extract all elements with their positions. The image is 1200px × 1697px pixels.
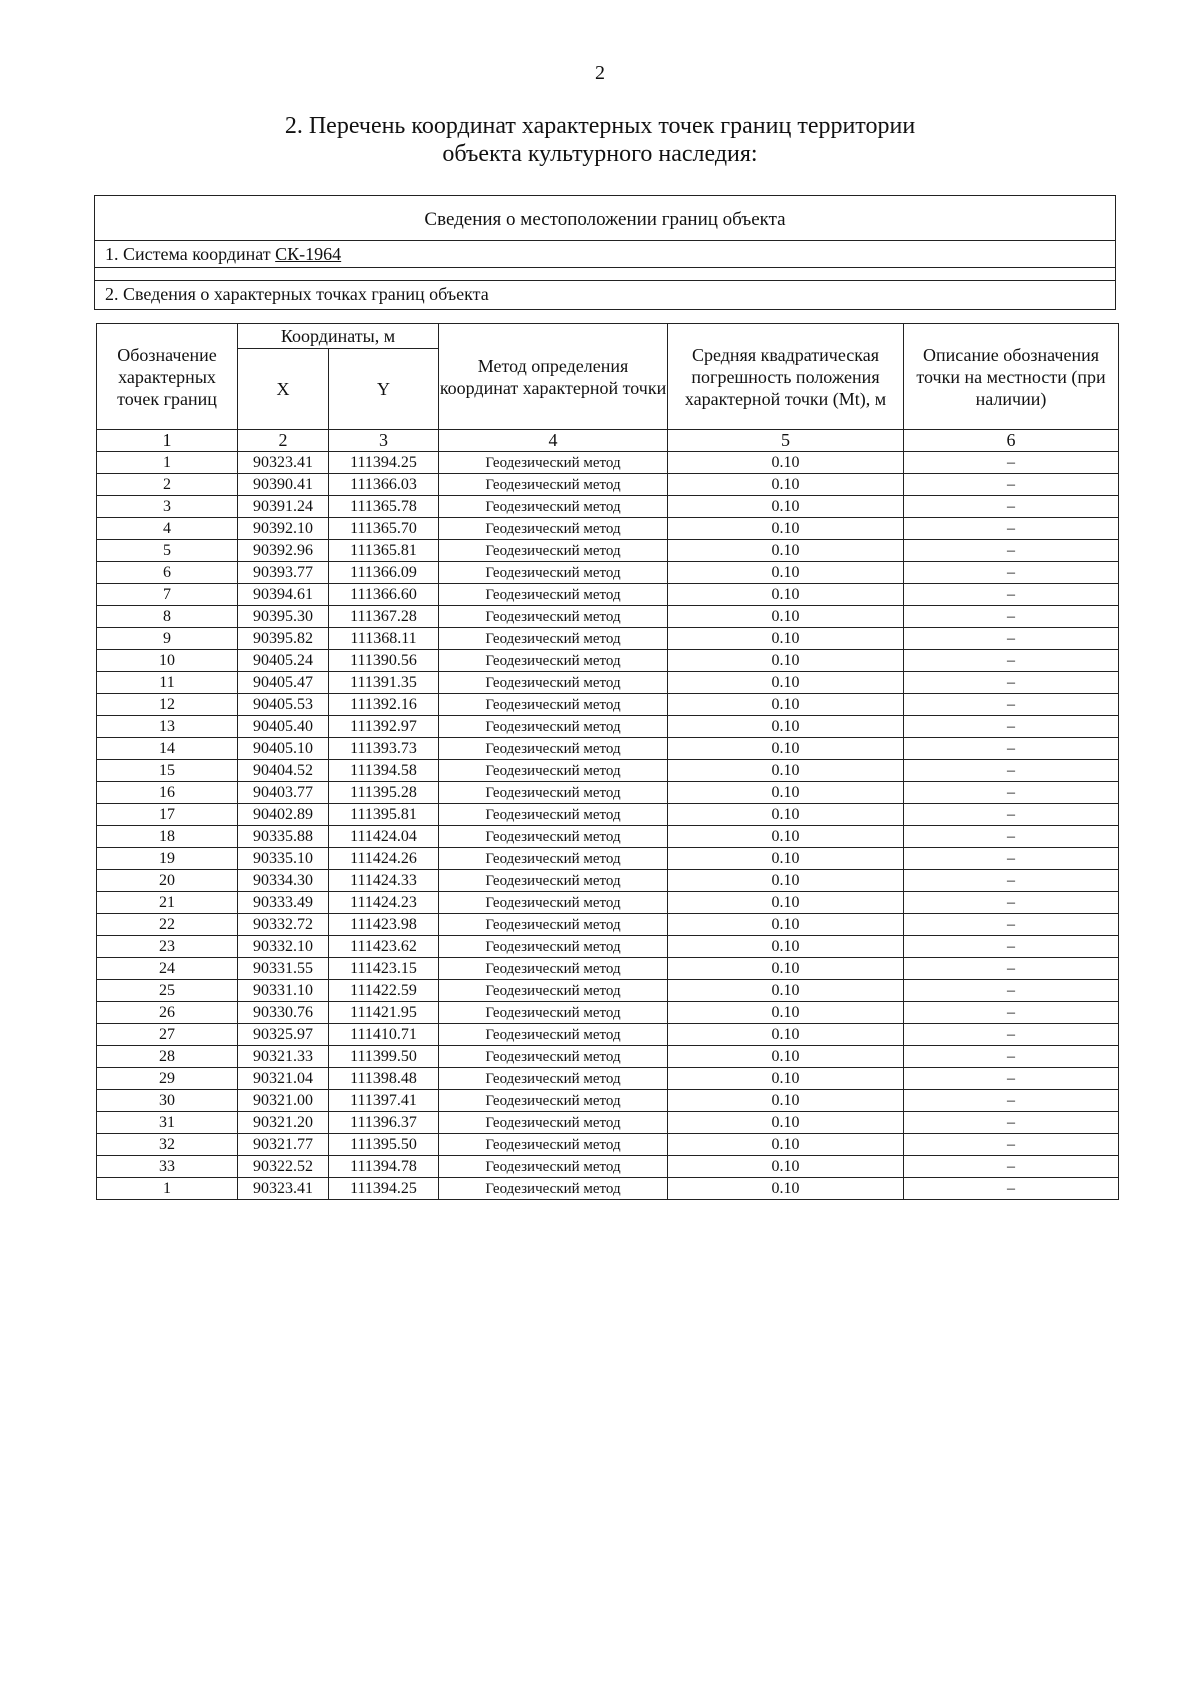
description: –: [904, 738, 1119, 760]
coord-y: 111423.15: [329, 958, 439, 980]
coord-x: 90392.10: [238, 518, 329, 540]
point-number: 20: [97, 870, 238, 892]
method: Геодезический метод: [439, 584, 668, 606]
coord-x: 90321.77: [238, 1134, 329, 1156]
table-row: [97, 606, 1119, 628]
description: –: [904, 1046, 1119, 1068]
description: –: [904, 1178, 1119, 1200]
coord-x: 90395.30: [238, 606, 329, 628]
method: Геодезический метод: [439, 1002, 668, 1024]
method: Геодезический метод: [439, 1068, 668, 1090]
error-value: 0.10: [668, 562, 904, 584]
description: –: [904, 760, 1119, 782]
table-row: [97, 826, 1119, 848]
method: Геодезический метод: [439, 1112, 668, 1134]
description: –: [904, 870, 1119, 892]
method: Геодезический метод: [439, 540, 668, 562]
method: Геодезический метод: [439, 650, 668, 672]
table-row: [97, 848, 1119, 870]
error-value: 0.10: [668, 716, 904, 738]
point-number: 12: [97, 694, 238, 716]
coord-x: 90405.53: [238, 694, 329, 716]
row-divider: [95, 268, 1115, 281]
point-number: 8: [97, 606, 238, 628]
table-row: [97, 672, 1119, 694]
table-row: [97, 1024, 1119, 1046]
coord-y: 111367.28: [329, 606, 439, 628]
table-row: [97, 980, 1119, 1002]
coord-x: 90394.61: [238, 584, 329, 606]
error-value: 0.10: [668, 892, 904, 914]
description: –: [904, 1024, 1119, 1046]
coord-x: 90405.47: [238, 672, 329, 694]
point-number: 31: [97, 1112, 238, 1134]
error-value: 0.10: [668, 540, 904, 562]
coord-x: 90321.33: [238, 1046, 329, 1068]
method: Геодезический метод: [439, 782, 668, 804]
error-value: 0.10: [668, 452, 904, 474]
table-row: [97, 1134, 1119, 1156]
coord-y: 111398.48: [329, 1068, 439, 1090]
coord-x: 90321.04: [238, 1068, 329, 1090]
error-value: 0.10: [668, 782, 904, 804]
header-method: Метод определения координат характерной точки: [439, 324, 668, 430]
table-row: [97, 738, 1119, 760]
error-value: 0.10: [668, 914, 904, 936]
method: Геодезический метод: [439, 1178, 668, 1200]
coord-y: 111410.71: [329, 1024, 439, 1046]
error-value: 0.10: [668, 1090, 904, 1112]
method: Геодезический метод: [439, 804, 668, 826]
error-value: 0.10: [668, 1156, 904, 1178]
point-number: 23: [97, 936, 238, 958]
description: –: [904, 496, 1119, 518]
point-number: 21: [97, 892, 238, 914]
table-row: [97, 892, 1119, 914]
column-number: 5: [668, 430, 904, 452]
coord-y: 111395.28: [329, 782, 439, 804]
description: –: [904, 1134, 1119, 1156]
error-value: 0.10: [668, 584, 904, 606]
coord-y: 111392.16: [329, 694, 439, 716]
coord-x: 90325.97: [238, 1024, 329, 1046]
coord-x: 90405.24: [238, 650, 329, 672]
method: Геодезический метод: [439, 694, 668, 716]
coord-y: 111365.81: [329, 540, 439, 562]
coord-y: 111395.81: [329, 804, 439, 826]
method: Геодезический метод: [439, 452, 668, 474]
error-value: 0.10: [668, 1178, 904, 1200]
method: Геодезический метод: [439, 980, 668, 1002]
column-number: 6: [904, 430, 1119, 452]
table-row: [97, 584, 1119, 606]
method: Геодезический метод: [439, 496, 668, 518]
coord-x: 90403.77: [238, 782, 329, 804]
method: Геодезический метод: [439, 936, 668, 958]
table-row: [97, 870, 1119, 892]
point-number: 17: [97, 804, 238, 826]
coord-x: 90395.82: [238, 628, 329, 650]
point-number: 25: [97, 980, 238, 1002]
point-number: 30: [97, 1090, 238, 1112]
method: Геодезический метод: [439, 474, 668, 496]
header-coordinates: Координаты, м: [238, 324, 439, 349]
error-value: 0.10: [668, 1134, 904, 1156]
description: –: [904, 716, 1119, 738]
method: Геодезический метод: [439, 1090, 668, 1112]
coord-x: 90404.52: [238, 760, 329, 782]
table-row: [97, 496, 1119, 518]
table-row: [97, 540, 1119, 562]
method: Геодезический метод: [439, 518, 668, 540]
header-designation: Обозначение характерных точек границ: [97, 324, 238, 430]
coord-x: 90393.77: [238, 562, 329, 584]
boundary-info-block: [94, 195, 1116, 310]
table-row: [97, 518, 1119, 540]
description: –: [904, 584, 1119, 606]
point-number: 29: [97, 1068, 238, 1090]
table-row: [97, 936, 1119, 958]
coord-x: 90334.30: [238, 870, 329, 892]
error-value: 0.10: [668, 826, 904, 848]
coordinate-system-row: [95, 241, 1115, 268]
method: Геодезический метод: [439, 870, 668, 892]
coordinate-system-value: СК-1964: [275, 244, 342, 264]
coord-x: 90332.72: [238, 914, 329, 936]
coord-y: 111392.97: [329, 716, 439, 738]
point-number: 32: [97, 1134, 238, 1156]
description: –: [904, 1068, 1119, 1090]
table-row: [97, 694, 1119, 716]
coordinates-table: [96, 323, 1119, 1200]
coord-x: 90332.10: [238, 936, 329, 958]
coord-x: 90390.41: [238, 474, 329, 496]
error-value: 0.10: [668, 1024, 904, 1046]
point-number: 7: [97, 584, 238, 606]
method: Геодезический метод: [439, 892, 668, 914]
error-value: 0.10: [668, 958, 904, 980]
point-number: 10: [97, 650, 238, 672]
coord-y: 111393.73: [329, 738, 439, 760]
coord-x: 90323.41: [238, 452, 329, 474]
error-value: 0.10: [668, 474, 904, 496]
method: Геодезический метод: [439, 628, 668, 650]
points-info-row: 2. Сведения о характерных точках границ объекта: [105, 284, 489, 304]
error-value: 0.10: [668, 848, 904, 870]
coord-x: 90391.24: [238, 496, 329, 518]
description: –: [904, 606, 1119, 628]
coord-x: 90405.40: [238, 716, 329, 738]
error-value: 0.10: [668, 936, 904, 958]
page-number: 2: [595, 62, 605, 84]
error-value: 0.10: [668, 1112, 904, 1134]
error-value: 0.10: [668, 518, 904, 540]
coord-y: 111399.50: [329, 1046, 439, 1068]
description: –: [904, 474, 1119, 496]
coord-x: 90322.52: [238, 1156, 329, 1178]
coord-x: 90333.49: [238, 892, 329, 914]
point-number: 15: [97, 760, 238, 782]
point-number: 18: [97, 826, 238, 848]
error-value: 0.10: [668, 606, 904, 628]
point-number: 28: [97, 1046, 238, 1068]
point-number: 13: [97, 716, 238, 738]
method: Геодезический метод: [439, 826, 668, 848]
method: Геодезический метод: [439, 606, 668, 628]
table-row: [97, 914, 1119, 936]
description: –: [904, 1002, 1119, 1024]
description: –: [904, 826, 1119, 848]
column-number: 3: [329, 430, 439, 452]
error-value: 0.10: [668, 1068, 904, 1090]
coord-y: 111366.03: [329, 474, 439, 496]
boundary-info-header: Сведения о местоположении границ объекта: [95, 196, 1115, 241]
method: Геодезический метод: [439, 1156, 668, 1178]
coord-y: 111366.09: [329, 562, 439, 584]
point-number: 24: [97, 958, 238, 980]
coord-y: 111424.04: [329, 826, 439, 848]
point-number: 33: [97, 1156, 238, 1178]
table-row: [97, 1046, 1119, 1068]
coord-x: 90323.41: [238, 1178, 329, 1200]
description: –: [904, 914, 1119, 936]
table-row: [97, 804, 1119, 826]
column-number: 2: [238, 430, 329, 452]
description: –: [904, 1156, 1119, 1178]
point-number: 3: [97, 496, 238, 518]
coordinate-system-label: 1. Система координат: [105, 244, 276, 264]
document-title-line-2: объекта культурного наследия:: [442, 141, 758, 167]
point-number: 1: [97, 1178, 238, 1200]
description: –: [904, 694, 1119, 716]
coord-y: 111394.25: [329, 452, 439, 474]
error-value: 0.10: [668, 496, 904, 518]
table-row: [97, 716, 1119, 738]
coord-x: 90335.88: [238, 826, 329, 848]
method: Геодезический метод: [439, 958, 668, 980]
error-value: 0.10: [668, 760, 904, 782]
coord-y: 111423.62: [329, 936, 439, 958]
table-row: [97, 650, 1119, 672]
error-value: 0.10: [668, 650, 904, 672]
table-row: [97, 760, 1119, 782]
description: –: [904, 980, 1119, 1002]
table-row: [97, 474, 1119, 496]
table-row: [97, 1002, 1119, 1024]
coord-y: 111395.50: [329, 1134, 439, 1156]
coord-y: 111424.26: [329, 848, 439, 870]
point-number: 4: [97, 518, 238, 540]
method: Геодезический метод: [439, 562, 668, 584]
method: Геодезический метод: [439, 914, 668, 936]
point-number: 19: [97, 848, 238, 870]
error-value: 0.10: [668, 804, 904, 826]
coord-y: 111421.95: [329, 1002, 439, 1024]
coord-y: 111422.59: [329, 980, 439, 1002]
coord-y: 111394.25: [329, 1178, 439, 1200]
point-number: 27: [97, 1024, 238, 1046]
description: –: [904, 848, 1119, 870]
coord-x: 90405.10: [238, 738, 329, 760]
description: –: [904, 540, 1119, 562]
description: –: [904, 1112, 1119, 1134]
description: –: [904, 672, 1119, 694]
coord-x: 90331.55: [238, 958, 329, 980]
method: Геодезический метод: [439, 848, 668, 870]
coord-x: 90335.10: [238, 848, 329, 870]
description: –: [904, 782, 1119, 804]
error-value: 0.10: [668, 694, 904, 716]
error-value: 0.10: [668, 870, 904, 892]
header-error: Средняя квадратическая погрешность положения характерной точки (Mt), м: [668, 324, 904, 430]
coord-y: 111368.11: [329, 628, 439, 650]
point-number: 22: [97, 914, 238, 936]
document-title-line-1: 2. Перечень координат характерных точек границ территории: [284, 113, 916, 139]
coord-x: 90321.20: [238, 1112, 329, 1134]
coord-y: 111366.60: [329, 584, 439, 606]
method: Геодезический метод: [439, 738, 668, 760]
description: –: [904, 628, 1119, 650]
table-row: [97, 628, 1119, 650]
table-row: [97, 1112, 1119, 1134]
table-row: [97, 1068, 1119, 1090]
document-title: [0, 112, 1200, 168]
point-number: 26: [97, 1002, 238, 1024]
coord-y: 111390.56: [329, 650, 439, 672]
header-y: Y: [329, 349, 439, 430]
description: –: [904, 892, 1119, 914]
point-number: 2: [97, 474, 238, 496]
column-number: 4: [439, 430, 668, 452]
coord-y: 111424.23: [329, 892, 439, 914]
table-row: [97, 1178, 1119, 1200]
method: Геодезический метод: [439, 1024, 668, 1046]
coord-y: 111394.78: [329, 1156, 439, 1178]
coord-x: 90392.96: [238, 540, 329, 562]
coord-x: 90330.76: [238, 1002, 329, 1024]
error-value: 0.10: [668, 980, 904, 1002]
description: –: [904, 650, 1119, 672]
column-number: 1: [97, 430, 238, 452]
coord-y: 111365.70: [329, 518, 439, 540]
description: –: [904, 936, 1119, 958]
description: –: [904, 804, 1119, 826]
error-value: 0.10: [668, 1046, 904, 1068]
coord-y: 111396.37: [329, 1112, 439, 1134]
error-value: 0.10: [668, 738, 904, 760]
coord-y: 111394.58: [329, 760, 439, 782]
coord-y: 111391.35: [329, 672, 439, 694]
method: Геодезический метод: [439, 1134, 668, 1156]
coord-y: 111423.98: [329, 914, 439, 936]
table-row: [97, 562, 1119, 584]
error-value: 0.10: [668, 672, 904, 694]
point-number: 16: [97, 782, 238, 804]
description: –: [904, 1090, 1119, 1112]
table-row: [97, 782, 1119, 804]
header-x: X: [238, 349, 329, 430]
error-value: 0.10: [668, 1002, 904, 1024]
point-number: 6: [97, 562, 238, 584]
method: Геодезический метод: [439, 716, 668, 738]
table-row: [97, 958, 1119, 980]
coord-x: 90402.89: [238, 804, 329, 826]
coord-y: 111397.41: [329, 1090, 439, 1112]
coord-y: 111365.78: [329, 496, 439, 518]
table-row: [97, 1156, 1119, 1178]
method: Геодезический метод: [439, 1046, 668, 1068]
point-number: 1: [97, 452, 238, 474]
point-number: 14: [97, 738, 238, 760]
method: Геодезический метод: [439, 672, 668, 694]
point-number: 5: [97, 540, 238, 562]
table-row: [97, 452, 1119, 474]
point-number: 9: [97, 628, 238, 650]
method: Геодезический метод: [439, 760, 668, 782]
column-number-row: [97, 430, 1119, 452]
description: –: [904, 452, 1119, 474]
coord-y: 111424.33: [329, 870, 439, 892]
description: –: [904, 958, 1119, 980]
error-value: 0.10: [668, 628, 904, 650]
description: –: [904, 562, 1119, 584]
header-description: Описание обозначения точки на местности (при наличии): [904, 324, 1119, 430]
coord-x: 90321.00: [238, 1090, 329, 1112]
description: –: [904, 518, 1119, 540]
table-row: [97, 1090, 1119, 1112]
coord-x: 90331.10: [238, 980, 329, 1002]
point-number: 11: [97, 672, 238, 694]
